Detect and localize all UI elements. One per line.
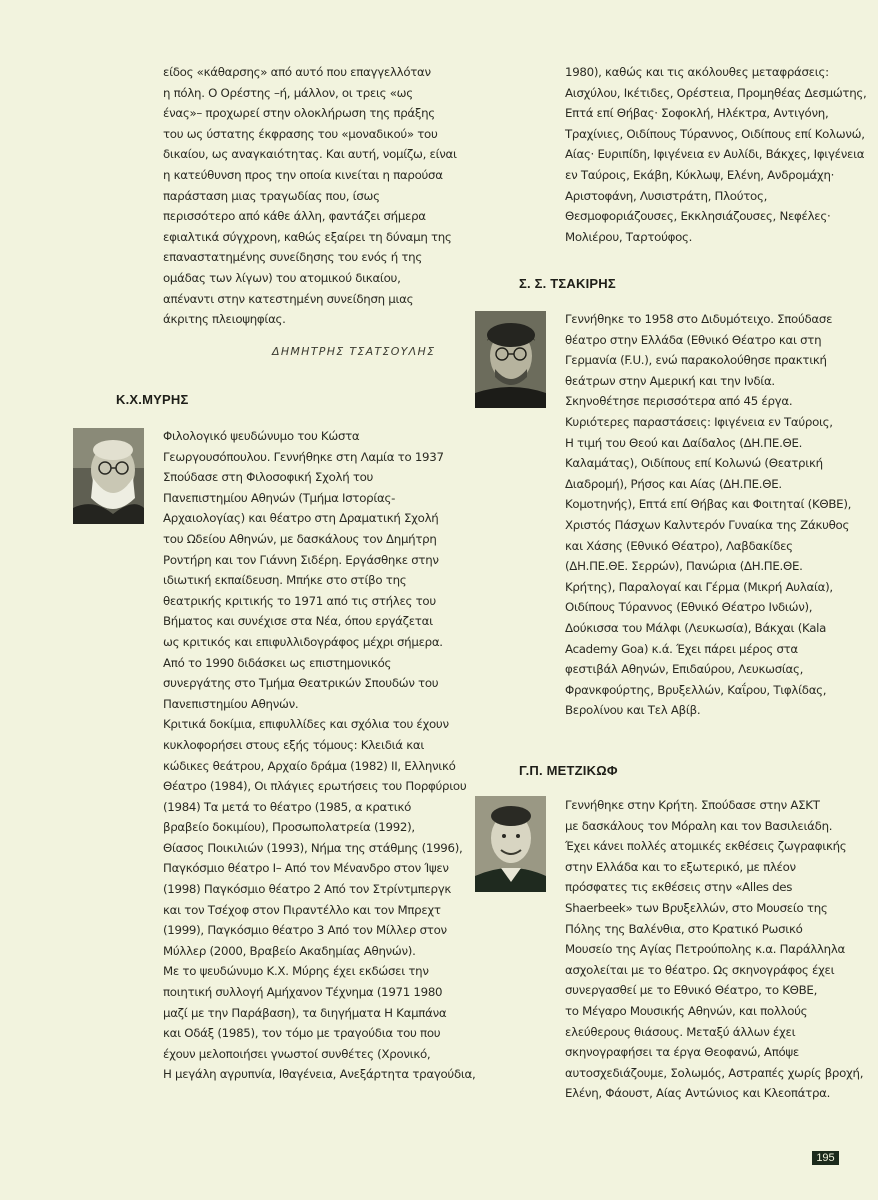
text-line: Αρχαιολογίας) και θέατρο στη Δραματική Σχολή: [163, 511, 439, 526]
text-line: παράσταση μιας τραγωδίας που, ίσως: [163, 188, 380, 203]
text-line: θεάτρων στην Αμερική και την Ινδία.: [565, 373, 775, 388]
text-line: άκριτης πλειοψηφίας.: [163, 312, 286, 327]
text-line: Κρήτης), Παραλογαί και Γέρμα (Μικρή Αυλαία),: [565, 579, 833, 594]
text-line: (ΔΗ.ΠΕ.ΘΕ. Σερρών), Πανώρια (ΔΗ.ΠΕ.ΘΕ.: [565, 559, 803, 574]
metzikof-portrait-photo: [475, 796, 546, 892]
text-line: Καλαμάτας), Οιδίπους επί Κολωνώ (Θεατρική: [565, 456, 823, 471]
text-line: ομάδας των λίγων) του ατομικού δικαίου,: [163, 270, 401, 285]
myris-portrait-photo: [73, 428, 144, 524]
text-line: Τραχίνιες, Οιδίπους Τύραννος, Οιδίπους επί Κολωνώ,: [565, 126, 865, 141]
text-line: Φρανκφούρτης, Βρυξελλών, Καΐρου, Τιφλίδας,: [565, 682, 827, 697]
text-line: Αίας· Ευριπίδη, Ιφιγένεια εν Αυλίδι, Βάκχες, Ιφιγένεια: [565, 147, 865, 162]
text-line: περισσότερο από κάθε άλλη, φαντάζει σήμερα: [163, 209, 426, 224]
text-line: συνεργασθεί με το Εθνικό Θέατρο, το ΚΘΒΕ,: [565, 983, 818, 998]
text-line: ποιητική συλλογή Αμήχανον Τέχνημα (1971 1980: [163, 985, 443, 1000]
text-line: Academy Goa) κ.ά. Έχει πάρει μέρος στα: [565, 641, 798, 656]
text-line: βραβείο δοκιμίου), Προσωπολατρεία (1992),: [163, 820, 415, 835]
text-line: Κομοτηνής), Επτά επί Θήβας και Φοιτηταί (ΚΘΒΕ),: [565, 497, 852, 512]
text-line: Γεωργουσόπουλου. Γεννήθηκε στη Λαμία το 1937: [163, 449, 444, 464]
text-line: απέναντι στην κατεστημένη συνείδηση μιας: [163, 291, 414, 306]
text-line: το Μέγαρο Μουσικής Αθηνών, και πολλούς: [565, 1003, 808, 1018]
myris-bio-text: [163, 426, 475, 1085]
text-line: Από το 1990 διδάσκει ως επιστημονικός: [163, 655, 392, 670]
text-line: Κριτικά δοκίμια, επιφυλλίδες και σχόλια του έχουν: [163, 717, 449, 732]
page-number: 195: [812, 1151, 839, 1165]
text-line: Σπούδασε στη Φιλοσοφική Σχολή του: [163, 470, 374, 485]
text-line: και τον Τσέχοφ στον Πιραντέλλο και τον Μπρεχτ: [163, 902, 441, 917]
text-line: Ροντήρη και τον Γιάννη Σιδέρη. Εργάσθηκε στην: [163, 552, 439, 567]
text-line: Πανεπιστημίου Αθηνών (Τμήμα Ιστορίας-: [163, 490, 396, 505]
text-line: Μουσείο της Αγίας Πετρούπολης κ.α. Παράλληλα: [565, 942, 846, 957]
text-line: Σκηνοθέτησε περισσότερα από 45 έργα.: [565, 394, 793, 409]
metzikof-heading: Γ.Π. ΜΕΤΖΙΚΩΦ: [519, 763, 618, 778]
myris-heading: Κ.Χ.ΜΥΡΗΣ: [116, 392, 189, 407]
text-line: ασχολείται με το θέατρο. Ως σκηνογράφος έχει: [565, 962, 835, 977]
text-line: (1984) Τα μετά το θέατρο (1985, α κρατικό: [163, 799, 412, 814]
text-line: Πόλης της Βαλένθια, στο Κρατικό Ρωσικό: [565, 921, 803, 936]
text-line: Βερολίνου και Τελ Αβίβ.: [565, 703, 701, 718]
text-line: θεατρικής κριτικής το 1971 από τις στήλες του: [163, 593, 436, 608]
text-line: Με το ψευδώνυμο Κ.Χ. Μύρης έχει εκδώσει την: [163, 964, 429, 979]
tsakiris-heading: Σ. Σ. ΤΣΑΚΙΡΗΣ: [519, 276, 616, 291]
text-line: Παγκόσμιο θέατρο Ι– Από τον Μένανδρο στον Ίψεν: [163, 861, 449, 876]
text-line: Βήματος και συνέχισε στα Νέα, όπου εργάζεται: [163, 614, 433, 629]
text-line: η πόλη. Ο Ορέστης –ή, μάλλον, οι τρεις «ως: [163, 85, 413, 100]
text-line: Μύλλερ (2000, Βραβείο Ακαδημίας Αθηνών).: [163, 943, 416, 958]
text-line: Επτά επί Θήβας· Σοφοκλή, Ηλέκτρα, Αντιγόνη,: [565, 106, 829, 121]
text-line: Έχει κάνει πολλές ατομικές εκθέσεις ζωγραφικής: [565, 839, 847, 854]
text-line: Γερμανία (F.U.), ενώ παρακολούθησε πρακτική: [565, 353, 827, 368]
text-line: ιδιωτική εκπαίδευση. Μπήκε στο στίβο της: [163, 573, 407, 588]
right-intro-text: [565, 62, 866, 247]
text-line: είδος «κάθαρσης» από αυτό που επαγγελλόταν: [163, 65, 431, 79]
metzikof-bio-text: [565, 795, 863, 1104]
text-line: και Χάσης (Εθνικό Θέατρο), Λαβδακίδες: [565, 538, 793, 553]
text-line: Θεσμοφοριάζουσες, Εκκλησιάζουσες, Νεφέλες·: [565, 209, 831, 224]
text-line: στην Ελλάδα και το εξωτερικό, με πλέον: [565, 859, 796, 874]
text-line: Shaerbeek» των Βρυξελλών, στο Μουσείο της: [565, 900, 828, 915]
text-line: Η μεγάλη αγρυπνία, Ιθαγένεια, Ανεξάρτητα τραγούδια,: [163, 1067, 476, 1082]
text-line: δικαίου, ως αναγκαιότητας. Και αυτή, νομίζω, είναι: [163, 147, 457, 162]
text-line: ως κριτικός και επιφυλλιδογράφος μέχρι σήμερα.: [163, 634, 443, 649]
text-line: του ως ύστατης έκφρασης του «μοναδικού» του: [163, 126, 438, 141]
left-intro-text: [163, 62, 457, 330]
text-line: Διαδρομή), Ρήσος και Αίας (ΔΗ.ΠΕ.ΘΕ.: [565, 476, 782, 491]
text-line: (1998) Παγκόσμιο θέατρο 2 Από τον Στρίντμπεργκ: [163, 882, 452, 897]
text-line: Κυριότερες παραστάσεις: Ιφιγένεια εν Ταύροις,: [565, 414, 833, 429]
text-line: φεστιβάλ Αθηνών, Επιδαύρου, Λευκωσίας,: [565, 662, 804, 677]
text-line: συνεργάτης στο Τμήμα Θεατρικών Σπουδών του: [163, 676, 439, 691]
text-line: μαζί με την Παράβαση), τα διηγήματα Η Καμπάνα: [163, 1005, 447, 1020]
text-line: η κατεύθυνση προς την οποία κινείται η παρούσα: [163, 167, 443, 182]
text-line: Αισχύλου, Ικέτιδες, Ορέστεια, Προμηθέας Δεσμώτης,: [565, 85, 867, 100]
text-line: Η τιμή του Θεού και Δαίδαλος (ΔΗ.ΠΕ.ΘΕ.: [565, 435, 803, 450]
text-line: 1980), καθώς και τις ακόλουθες μεταφράσεις:: [565, 65, 829, 79]
text-line: Θίασος Ποικιλιών (1993), Νήμα της στάθμης (1996),: [163, 840, 463, 855]
text-line: θέατρο στην Ελλάδα (Εθνικό Θέατρο και στη: [565, 332, 822, 347]
text-line: Μολιέρου, Ταρτούφος.: [565, 229, 693, 244]
text-line: Θέατρο (1984), Οι πλάγιες ερωτήσεις του Πορφύριου: [163, 779, 467, 794]
text-line: Γεννήθηκε στην Κρήτη. Σπούδασε στην ΑΣΚΤ: [565, 798, 820, 812]
text-line: Χριστός Πάσχων Καλντερόν Γυναίκα της Ζάκυθος: [565, 517, 850, 532]
tsakiris-bio-text: [565, 309, 851, 721]
text-line: έχουν μελοποιήσει γνωστοί συνθέτες (Χρονικό,: [163, 1046, 431, 1061]
text-line: εφιαλτικά σύγχρονη, καθώς εξαίρει τη δύναμη της: [163, 229, 452, 244]
text-line: Φιλολογικό ψευδώνυμο του Κώστα: [163, 429, 360, 443]
text-line: Αριστοφάνη, Λυσιστράτη, Πλούτος,: [565, 188, 768, 203]
text-line: και Οδάξ (1985), τον τόμο με τραγούδια του που: [163, 1026, 441, 1041]
tsakiris-portrait-photo: [475, 311, 546, 408]
text-line: Δούκισσα του Μάλφι (Λευκωσία), Βάκχαι (Kala: [565, 620, 827, 635]
text-line: Οιδίπους Τύραννος (Εθνικό Θέατρο Ινδιών),: [565, 600, 813, 615]
text-line: ελεύθερους θιάσους. Μεταξύ άλλων έχει: [565, 1024, 796, 1039]
text-line: κώδικες θεάτρου, Αρχαίο δράμα (1982) ΙΙ, Ελληνικό: [163, 758, 456, 773]
text-line: με δασκάλους τον Μόραλη και τον Βασιλειάδη.: [565, 818, 833, 833]
text-line: ένας»– προχωρεί στην ολοκλήρωση της πράξης: [163, 106, 435, 121]
text-line: εν Ταύροις, Εκάβη, Κύκλωψ, Ελένη, Ανδρομάχη·: [565, 167, 835, 182]
author-signature: ΔΗΜΗΤΡΗΣ ΤΣΑΤΣΟΥΛΗΣ: [272, 345, 436, 358]
text-line: (1999), Παγκόσμιο θέατρο 3 Από τον Μίλλερ στον: [163, 923, 447, 938]
text-line: σκηνογραφήσει τα έργα Θεοφανώ, Απόψε: [565, 1045, 799, 1060]
text-line: κυκλοφορήσει στους εξής τόμους: Κλειδιά και: [163, 737, 425, 752]
text-line: Γεννήθηκε το 1958 στο Διδυμότειχο. Σπούδασε: [565, 312, 833, 326]
text-line: Πανεπιστημίου Αθηνών.: [163, 696, 299, 711]
text-line: επαναστατημένης συνείδησης του ενός ή της: [163, 250, 422, 265]
text-line: του Ωδείου Αθηνών, με δασκάλους τον Δημήτρη: [163, 531, 437, 546]
text-line: Ελένη, Φάουστ, Αίας Αντώνιος και Κλεοπάτρα.: [565, 1086, 831, 1101]
text-line: αυτοσχεδιάζουμε, Σολωμός, Αστραπές χωρίς βροχή,: [565, 1065, 864, 1080]
text-line: πρόσφατες τις εκθέσεις στην «Alles des: [565, 880, 793, 895]
